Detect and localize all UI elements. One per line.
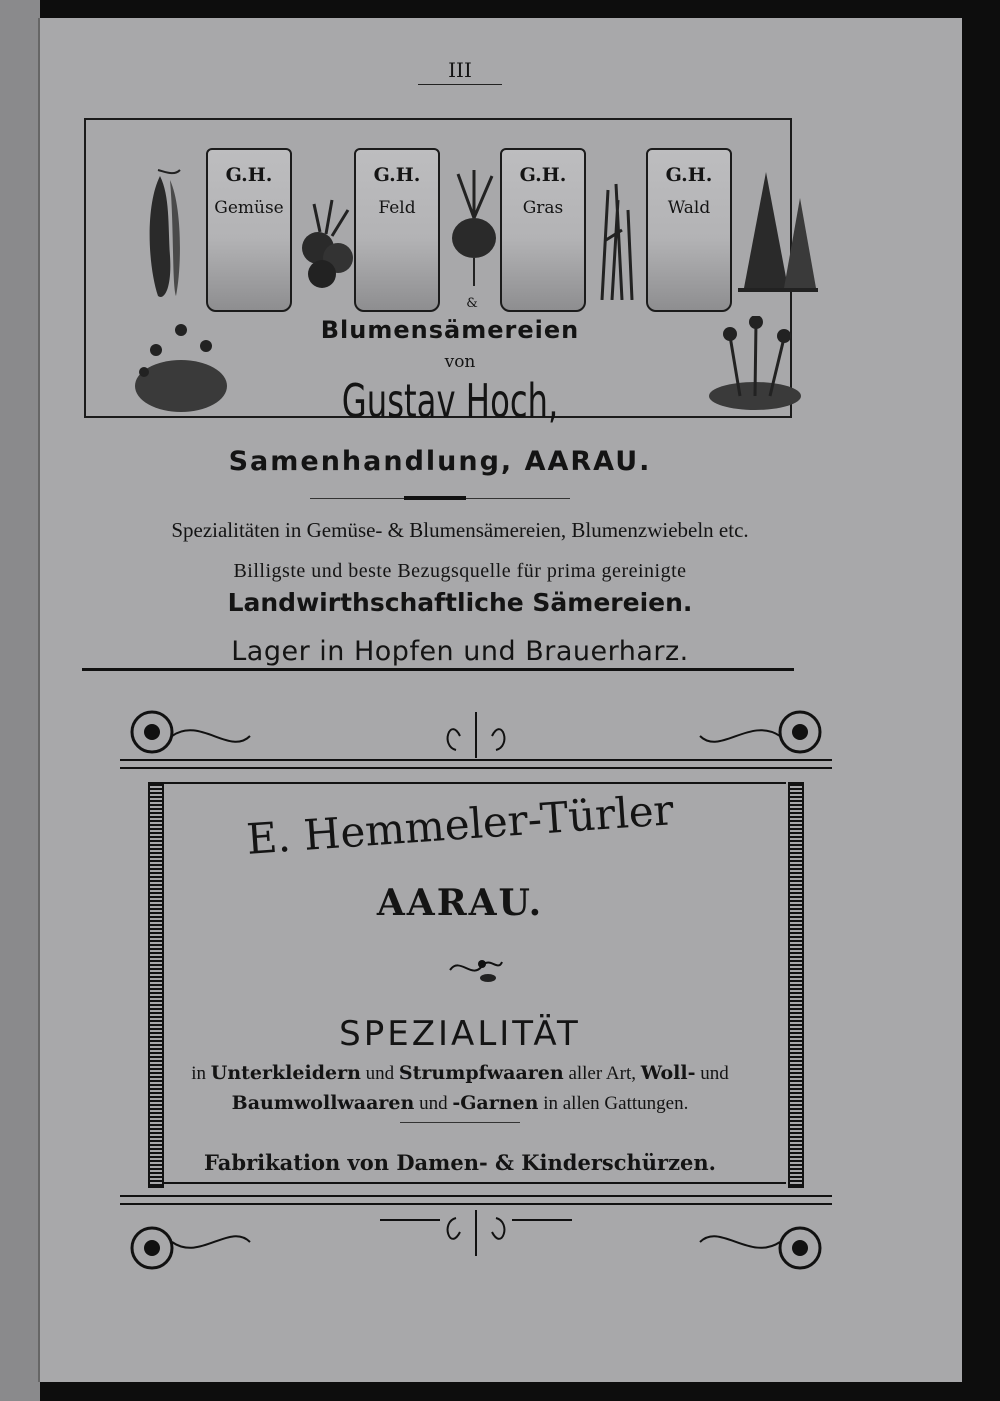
right-column	[788, 782, 804, 1188]
sack-label: Feld	[378, 198, 416, 218]
thick-rule	[404, 496, 466, 500]
sack-brand: G.H.	[519, 164, 567, 186]
short-rule	[400, 1122, 520, 1123]
text-part: Unterkleidern	[210, 1062, 361, 1084]
floral-vignette	[446, 950, 506, 986]
frame-bottom-line	[164, 1182, 786, 1184]
sack-label: Gemüse	[214, 198, 284, 218]
pea-pod-illustration	[140, 166, 190, 306]
text-part: Woll-	[640, 1062, 696, 1084]
fir-trees-illustration	[738, 168, 818, 304]
section-divider	[82, 668, 794, 671]
text-part: und	[365, 1063, 395, 1084]
bottom-ornament	[120, 1192, 832, 1276]
page-number: III	[448, 58, 472, 82]
sack-gras	[500, 148, 586, 312]
radish-illustration	[296, 196, 360, 292]
company-name: Gustav Hoch,	[341, 374, 559, 428]
text-part: und	[700, 1063, 729, 1084]
text-part: in allen Gattungen.	[543, 1093, 689, 1114]
text-part: aller Art,	[568, 1063, 636, 1084]
page-number-rule	[418, 84, 502, 85]
specialty-line-1	[110, 1062, 810, 1085]
text-part: Strumpfwaaren	[398, 1062, 564, 1084]
text-part: -Garnen	[452, 1092, 539, 1114]
top-ornament	[120, 706, 832, 776]
source-line: Billigste und beste Bezugsquelle für prima gereinigte	[233, 560, 687, 582]
fabrication-line: Fabrikation von Damen- & Kinderschürzen.	[204, 1150, 716, 1175]
text-part: und	[419, 1093, 448, 1114]
flower-bush-illustration	[126, 320, 236, 416]
sack-feld	[354, 148, 440, 312]
text-part: in	[191, 1063, 206, 1084]
company-subtitle: Samenhandlung, AARAU.	[228, 446, 652, 477]
merchant-name: E. Hemmeler-Türler	[244, 785, 676, 864]
sack-brand: G.H.	[373, 164, 421, 186]
sack-gemuese	[206, 148, 292, 312]
grass-illustration	[592, 180, 642, 300]
stock-line: Lager in Hopfen und Brauerharz.	[231, 636, 689, 667]
sack-wald	[646, 148, 732, 312]
sack-brand: G.H.	[225, 164, 273, 186]
beet-illustration	[444, 168, 504, 288]
left-column	[148, 782, 164, 1188]
facing-page-edge	[0, 0, 40, 1401]
ampersand: &	[466, 296, 478, 311]
sack-label: Wald	[667, 198, 711, 218]
von-text: von	[444, 352, 476, 372]
specialty-heading: SPEZIALITÄT	[339, 1014, 581, 1054]
sack-brand: G.H.	[665, 164, 713, 186]
merchant-city: AARAU.	[376, 882, 544, 924]
specialties-line: Spezialitäten in Gemüse- & Blumensämereien, Blumenzwiebeln etc.	[171, 518, 749, 542]
sack-label: Gras	[522, 198, 564, 218]
text-part: Baumwollwaaren	[231, 1092, 415, 1114]
tulip-plant-illustration	[700, 316, 810, 416]
specialty-line-2	[110, 1092, 810, 1115]
seeds-line: Landwirthschaftliche Sämereien.	[227, 588, 693, 617]
blumen-heading: Blumensämereien	[320, 316, 580, 344]
